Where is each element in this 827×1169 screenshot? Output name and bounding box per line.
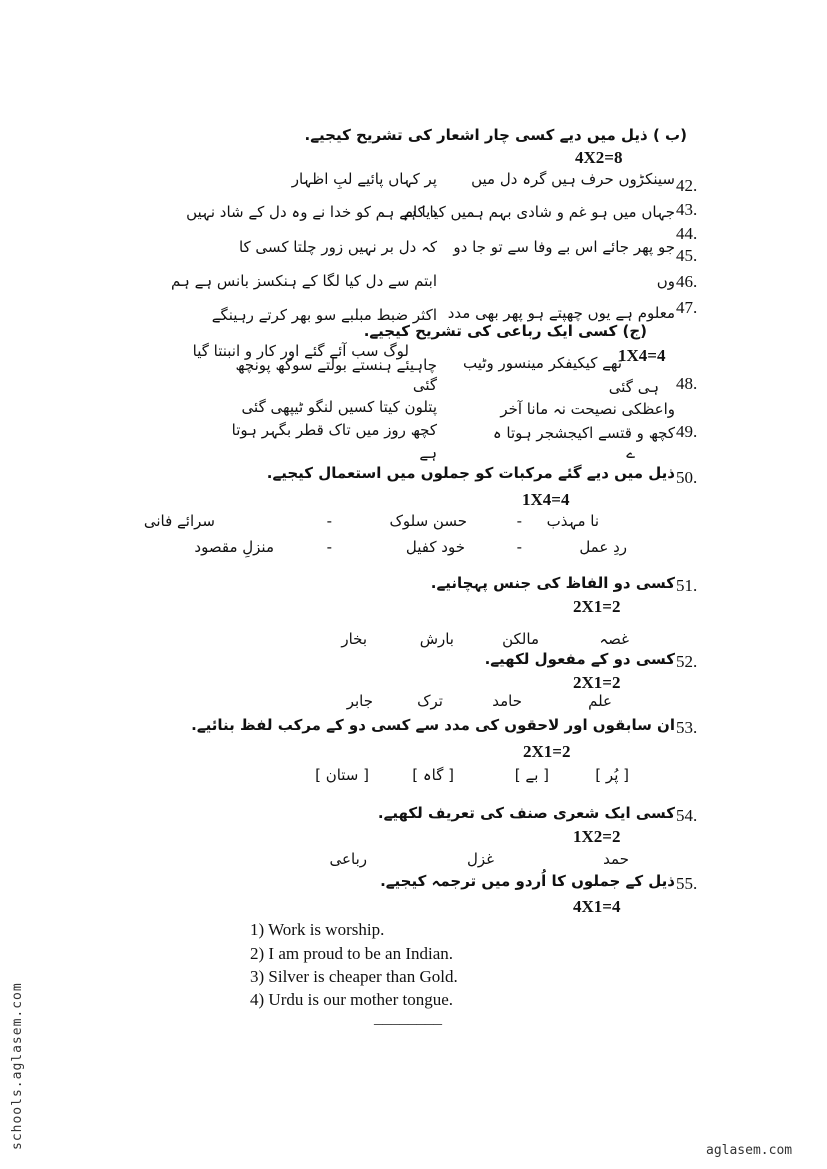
q55-number: 55. bbox=[676, 874, 698, 893]
q48-right-line2: ہی گئی bbox=[608, 378, 659, 396]
sentence-1: 1) Work is worship. bbox=[250, 920, 385, 939]
q51-word2: مالکن bbox=[502, 630, 539, 648]
compound-row2-item1: ردِ عمل bbox=[579, 538, 627, 556]
q48-right-line1: تھے کیکیفکر مینسور وٹیب bbox=[463, 354, 622, 372]
q52-heading: کسی دو کے مفعول لکھیے. bbox=[484, 650, 675, 668]
q52-word2: حامد bbox=[492, 692, 522, 710]
q42-right: سینکڑوں حرف ہیں گرہ دل میں bbox=[471, 170, 675, 188]
q49-right-continued: ے bbox=[626, 444, 635, 462]
q48-right-line3: واعظکی نصیحت نہ مانا آخر bbox=[500, 400, 675, 418]
q50-number: 50. bbox=[676, 468, 698, 487]
compound-row1-item1: نا مہذب bbox=[546, 512, 599, 530]
q47-right: معلوم ہے یوں چھپتے ہو پھر بھی مدد bbox=[447, 304, 675, 322]
q43-right: جہاں میں ہو غم و شادی بہم ہمیں کیا کام bbox=[403, 203, 675, 221]
q53-heading: ان سابقوں اور لاحقوں کی مدد سے کسی دو کے مرکب لفظ بنائیے. bbox=[191, 716, 675, 734]
compound-row2-dash1: - bbox=[516, 538, 522, 556]
compound-row2-item2: خود کفیل bbox=[405, 538, 465, 556]
q49-left-continued: ہے bbox=[419, 444, 437, 462]
q51-heading: کسی دو الفاظ کی جنس پہچانیے. bbox=[430, 574, 675, 592]
q50-heading: ذیل میں دیے گئے مرکبات کو جملوں میں استعمال کیجیے. bbox=[266, 464, 675, 482]
q53-marks: 2X1=2 bbox=[523, 742, 571, 761]
q47-left: اکثر ضبط مبلبے سو بھر کرتے رہینگے bbox=[211, 306, 437, 324]
q46-number: 46. bbox=[676, 272, 698, 291]
q53-word2: [ بے ] bbox=[514, 766, 549, 784]
q51-word4: بخار bbox=[341, 630, 367, 648]
q54-number: 54. bbox=[676, 806, 698, 825]
section-c-marks: 1X4=4 bbox=[618, 346, 666, 365]
q43-number: 43. bbox=[676, 200, 698, 219]
q51-word1: غصہ bbox=[599, 630, 629, 648]
q48-left-line3: پتلون کیتا کسیں لنگو ٹیپھی گئی bbox=[241, 398, 437, 416]
q54-heading: کسی ایک شعری صنف کی تعریف لکھیے. bbox=[377, 804, 675, 822]
q53-word4: [ ستان ] bbox=[315, 766, 369, 784]
q52-word4: جابر bbox=[346, 692, 373, 710]
q48-left-line2: گئی bbox=[412, 376, 437, 394]
q49-left: کچھ روز میں تاک قطر بگہر ہوتا bbox=[231, 421, 437, 439]
q53-word1: [ پُر ] bbox=[595, 766, 629, 784]
q53-number: 53. bbox=[676, 718, 698, 737]
watermark-left: schools.aglasem.com bbox=[10, 982, 25, 1150]
q54-word1: حمد bbox=[603, 850, 629, 868]
q52-marks: 2X1=2 bbox=[573, 673, 621, 692]
q51-number: 51. bbox=[676, 576, 698, 595]
section-b-marks: 4X2=8 bbox=[575, 148, 623, 167]
q42-number: 42. bbox=[676, 176, 698, 195]
q52-word1: علم bbox=[588, 692, 612, 710]
compound-row2-dash2: - bbox=[326, 538, 332, 556]
q43-left: دیا ہے ہم کو خدا نے وہ دل کے شاد نہیں bbox=[186, 203, 437, 221]
q49-right: کچھ و قتسے اکیجشجر ہوتا ہ bbox=[492, 424, 675, 442]
q45-number: 45. bbox=[676, 246, 698, 265]
section-c-heading: (ج) کسی ایک رباعی کی تشریح کیجیے. bbox=[363, 322, 647, 340]
q48-left-line1: لوگ سب آئے گئے اور کار و انبنتا گیا bbox=[192, 342, 409, 360]
compound-row2-item3: منزلِ مقصود bbox=[194, 538, 274, 556]
q51-word3: بارش bbox=[419, 630, 454, 648]
compound-row1-dash2: - bbox=[326, 512, 332, 530]
q54-marks: 1X2=2 bbox=[573, 827, 621, 846]
q55-heading: ذیل کے جملوں کا اُردو میں ترجمہ کیجیے. bbox=[380, 872, 675, 890]
q48-number: 48. bbox=[676, 374, 698, 393]
q52-number: 52. bbox=[676, 652, 698, 671]
watermark-right: aglasem.com bbox=[706, 1143, 793, 1158]
q52-word3: ترک bbox=[417, 692, 443, 710]
sentence-3: 3) Silver is cheaper than Gold. bbox=[250, 967, 458, 986]
q50-marks: 1X4=4 bbox=[522, 490, 570, 509]
compound-row1-dash1: - bbox=[516, 512, 522, 530]
q44-number: 44. bbox=[676, 224, 698, 243]
q54-word2: غزل bbox=[466, 850, 494, 868]
q54-word3: رباعی bbox=[329, 850, 367, 868]
q46-left: ابتم سے دل کیا لگا کے ہنکسز بانس ہے ہم bbox=[171, 272, 437, 290]
q42-left: پر کہاں پائیے لبِ اظہار bbox=[291, 170, 437, 188]
sentence-2: 2) I am proud to be an Indian. bbox=[250, 944, 453, 963]
sentence-4: 4) Urdu is our mother tongue. bbox=[250, 990, 454, 1009]
q55-marks: 4X1=4 bbox=[573, 897, 621, 916]
section-b-heading: (ب ) ذیل میں دیے کسی چار اشعار کی تشریح کیجیے. bbox=[304, 126, 687, 144]
footer-rule: ________ bbox=[374, 1008, 442, 1027]
q51-marks: 2X1=2 bbox=[573, 597, 621, 616]
q49-number: 49. bbox=[676, 422, 698, 441]
q44-left: کہ دل بر نہیں زور چلتا کسی کا bbox=[238, 238, 437, 256]
q44-right: جو پھر جائے اس بے وفا سے تو جا دو bbox=[453, 238, 675, 256]
q48-left-line1b: چاہیئے ہنستے بولتے سوکھ پونچھ bbox=[235, 356, 437, 374]
compound-row1-item2: حسن سلوک bbox=[389, 512, 467, 530]
q46-right: وں bbox=[656, 272, 675, 290]
q47-number: 47. bbox=[676, 298, 698, 317]
q53-word3: [ گاہ ] bbox=[412, 766, 454, 784]
compound-row1-item3: سرائے فانی bbox=[143, 512, 215, 530]
